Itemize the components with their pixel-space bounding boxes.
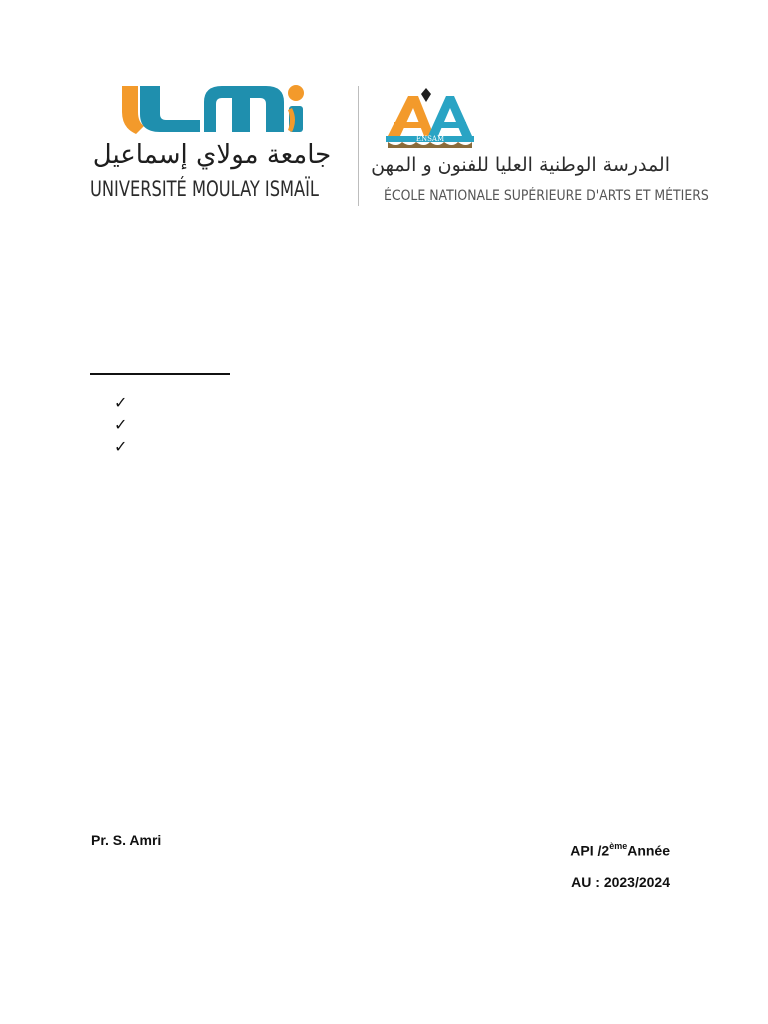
header-logos — [88, 84, 709, 214]
professor-name: Pr. S. Amri — [91, 832, 162, 848]
checkmark-icon: ✓ — [114, 415, 128, 434]
ensam-mark-text: ENSAM — [415, 135, 445, 143]
course-level — [570, 832, 670, 867]
checklist-item — [114, 436, 127, 458]
umi-arabic-name: جامعة مولاي إسماعيل — [92, 140, 332, 170]
course-suffix: Année — [627, 842, 670, 859]
umi-logo — [88, 84, 338, 209]
section-underline — [90, 373, 230, 375]
umi-logo-mark — [118, 84, 308, 136]
checkmark-icon: ✓ — [114, 393, 128, 412]
course-superscript: ème — [609, 841, 628, 851]
logo-divider — [358, 86, 359, 206]
checklist — [114, 392, 127, 458]
ensam-logo — [371, 84, 709, 214]
checkmark-icon: ✓ — [114, 437, 128, 456]
academic-year: AU : 2023/2024 — [571, 873, 670, 890]
ensam-arabic-name: المدرسة الوطنية العليا للفنون و المهن — [371, 154, 670, 176]
course-prefix: API /2 — [570, 842, 610, 859]
umi-latin-name: UNIVERSITÉ MOULAY ISMAÏL — [90, 177, 319, 201]
checklist-item — [114, 392, 127, 414]
ensam-logo-mark — [384, 88, 476, 154]
checklist-item — [114, 414, 127, 436]
course-info — [570, 832, 670, 898]
ensam-latin-name: ÉCOLE NATIONALE SUPÉRIEURE D'ARTS ET MÉTIERS — [384, 188, 709, 204]
